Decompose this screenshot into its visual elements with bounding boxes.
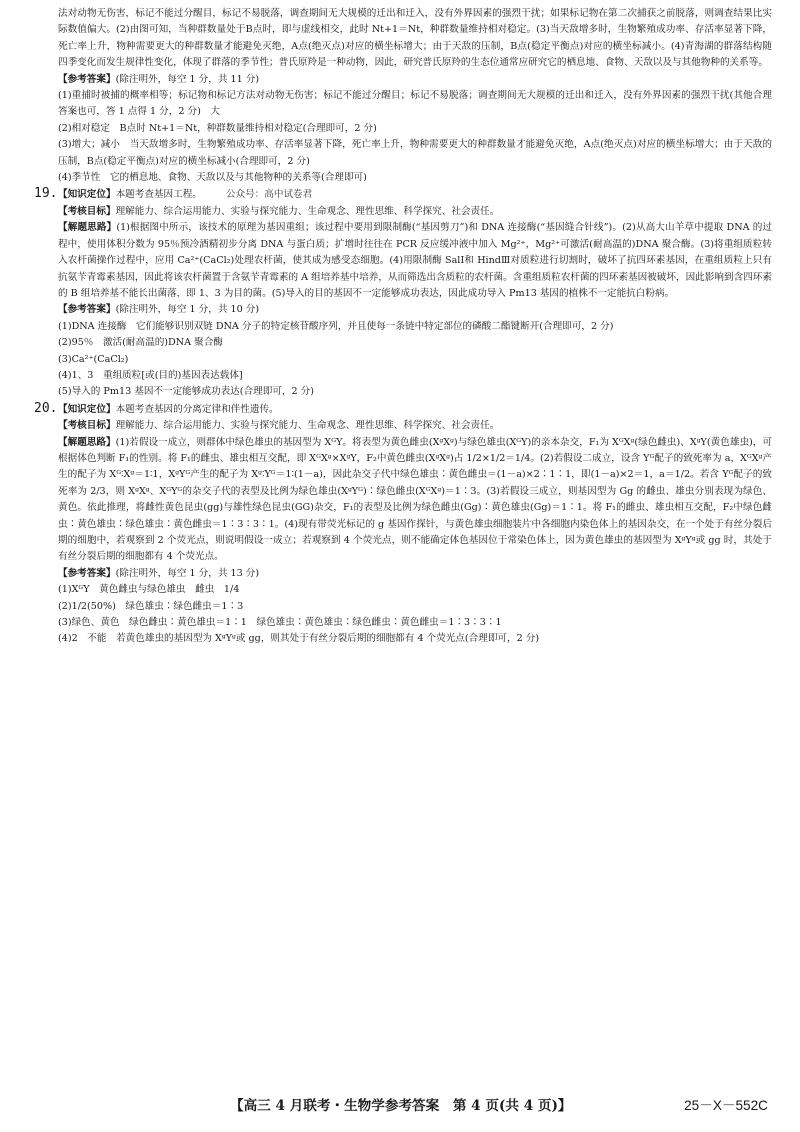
q18-answer-1: (1)重捕时被捕的概率相等；标记物和标记方法对动物无伤害；标记不能过分醒目；标记不易脱落；调查期间无大规模的迁出和迁入，没有外界因素的强烈干扰(其他合理答案也可，答 1 点得 1 分，2 分) 大: [58, 90, 772, 118]
q20-number: 20.: [34, 400, 58, 416]
q20-goal: [58, 418, 772, 434]
q18-answer-heading: [58, 72, 772, 88]
q20-solution-idea: [58, 435, 772, 566]
q19-goal-text: 理解能力、综合运用能力、实验与探究能力、生命观念、理性思维、科学探究、社会责任。: [115, 205, 500, 217]
q20-answer-heading: [58, 566, 772, 582]
q19-goal-tag: 【考核目标】: [58, 205, 116, 217]
q19-answer-5: (5)导入的 Pm13 基因不一定能够成功表达(合理即可，2 分): [58, 386, 314, 398]
q18-answer-2: (2)相对稳定 B点时 Nt+1＝Nt，种群数量维持相对稳定(合理即可，2 分): [58, 122, 377, 134]
q19-answer-2: (2)95％ 激活(耐高温的)DNA 聚合酶: [58, 337, 223, 349]
q19-answer-note: (除注明外，每空 1 分，共 10 分): [115, 304, 260, 316]
q20-answer-1: (1)XᴳY 黄色雌虫与绿色雄虫 雌虫 1/4: [58, 584, 240, 596]
q19-number: 19.: [34, 186, 58, 202]
q19-answer-tag: 【参考答案】: [58, 304, 116, 316]
q20-answer-3: (3)绿色、黄色 绿色雌虫∶黄色雄虫＝1∶1 绿色雄虫∶黄色雄虫∶绿色雌虫∶黄色雌虫＝1∶3∶3∶1: [58, 617, 502, 629]
q20-idea-text: (1)若假设一成立，则群体中绿色雄虫的基因型为 XᴳY。将表型为黄色雌虫(XᵍXᵍ)与绿色雄虫(XᴳY)的亲本杂交，F₁为 XᴳXᵍ(绿色雌虫)、XᵍY(黄色雄虫)，可根据体色判断 F₁的性别。将 F₁的雌虫、雄虫相互交配，即 XᴳXᵍ×XᵍY，F₂中黄色雌虫(XᵍXᵍ)占 1/2×1/2＝1/4。(2)若假设二成立，设含 Yᴳ配子的致死率为 a，XᴳXᵍ产生的配子为 Xᴳ∶Xᵍ＝1∶1，XᵍYᴳ产生的配子为 Xᵍ∶Yᴳ＝1∶(1－a)，因此杂交子代中绿色雄虫∶黄色雌虫＝(1－a)×2∶1∶1，即(1－a)×2＝1，a＝1/2。若含 Yᴳ配子的致死率为 2/3，则 XᵍXᵍ、XᴳYᴳ的杂交子代的表型及比例为绿色雄虫(XᵍYᴳ)∶绿色雌虫(XᴳXᵍ)＝1∶3。(3)若假设三成立，则基因型为 Gg 的雌虫、雄虫分别表现为绿色、黄色。依此推理，将雌性黄色昆虫(gg)与雄性绿色昆虫(GG)杂交，F₁的表型及比例为绿色雌虫(Gg)∶黄色雄虫(Gg)＝1∶1。将 F₁的雌虫、雄虫相互交配，F₂中绿色雌虫∶黄色雄虫∶绿色雄虫∶黄色雌虫＝1∶3∶3∶1。(4)现有带荧光标记的 g 基因作探针，与黄色雄虫细胞装片中各细胞内染色体上的基因杂交，在一个处于有丝分裂后期的细胞中，若观察到 2 个荧光点，则说明假设一成立；若观察到 4 个荧光点，则不能确定体色基因位于常染色体上，因为黄色雄虫的基因型为 XᵍYᵍ或 gg 时，其处于有丝分裂后期的细胞都有 4 个荧光点。: [58, 436, 773, 563]
q20-answer-note: (除注明外，每空 1 分，共 13 分): [115, 567, 260, 579]
footer-exam-code: 25－X－552C: [684, 1098, 768, 1113]
q18-explanation-continued: 法对动物无伤害，标记不能过分醒目，标记不易脱落，调查期间无大规模的迁出和迁入，没有外界因素的强烈干扰；如果标记物在第二次捕获之前脱落，则调查结果比实际数值偏大。(2)由图可知，当种群数量处于B点时，即与虚线相交，此时 Nt+1＝Nt，种群数量维持相对稳定。(3)当天敌增多时，生物繁殖成功率、存活率显著下降，死亡率上升，物种需要更大的种群数量才能避免灭绝，A点(绝灭点)对应的横坐标增大；由于天敌的压制，B点(稳定平衡点)对应的横坐标减小。(4)青海湖的群落结构随四季变化而发生规律性变化，体现了群落的季节性；普氏原羚是一种动物，因此，研究普氏原羚的生态位通常应研究它的栖息地、食物、天敌以及与其他物种的关系等。: [58, 8, 772, 69]
q19-idea-text: (1)根据图中所示，该技术的原理为基因重组；该过程中要用到限制酶(“基因剪刀”)和 DNA 连接酶(“基因缝合针线”)。(2)从高大山羊草中提取 DNA 的过程中，使用体积分数为 95％预冷酒精初步分离 DNA 与蛋白质；扩增时往往在 PCR 反应缓冲液中加入 Mg²⁺，Mg²⁺可激活(耐高温的)DNA 聚合酶。(3)将重组质粒转入农杆菌操作过程中，应用 Ca²⁺(CaCl₂)处理农杆菌，使其成为感受态细胞。(4)用限制酶 SalⅠ和 HindⅢ对质粒进行切割时，破坏了抗四环素基因，在重组质粒上只有抗氨苄青霉素基因，因此将该农杆菌置于含氨苄青霉素的 A 组培养基中培养，从而筛选出含质粒的农杆菌。含重组质粒农杆菌的四环素基因被破坏，因此影响到含四环素的 B 组培养基不能长出菌落，即 1、3 为目的菌。(5)导入的目的基因不一定能够成功表达，因此成功导入 Pm13 基因的植株不一定能抗白粉病。: [58, 222, 773, 299]
q18-answer-tag: 【参考答案】: [58, 73, 116, 85]
q20-goal-tag: 【考核目标】: [58, 420, 116, 432]
q20-answer-4: (4)2 不能 若黄色雄虫的基因型为 XᵍYᵍ或 gg，则其处于有丝分裂后期的细胞都有 4 个荧光点(合理即可，2 分): [58, 633, 540, 645]
q18-answer-4: (4)季节性 它的栖息地、食物、天敌以及与其他物种的关系等(合理即可): [58, 172, 367, 184]
q19-idea-tag: 【解题思路】: [58, 222, 117, 234]
q19-solution-idea: [58, 220, 772, 302]
page-footer: [0, 1094, 800, 1118]
q19-answer-heading: [58, 302, 772, 318]
q19-knowledge-position: [34, 186, 772, 203]
q19-answer-3: (3)Ca²⁺(CaCl₂): [58, 353, 129, 365]
q19-position-text: 本题考查基因工程。: [115, 189, 202, 201]
q19-answer-1: (1)DNA 连接酶 它们能够识别双链 DNA 分子的特定核苷酸序列，并且使每一条链中特定部位的磷酸二酯键断开(合理即可，2 分): [58, 320, 614, 332]
q20-position-text: 本题考查基因的分离定律和伴性遗传。: [115, 403, 279, 415]
q19-answer-4: (4)1、3 重组质粒[或(目的)基因表达载体]: [58, 369, 243, 381]
q18-answer-note: (除注明外，每空 1 分，共 11 分): [115, 73, 260, 85]
q20-answer-2: (2)1/2(50%) 绿色雄虫∶绿色雌虫＝1∶3: [58, 600, 244, 612]
q20-goal-text: 理解能力、综合运用能力、实验与探究能力、生命观念、理性思维、科学探究、社会责任。: [115, 420, 500, 432]
q20-idea-tag: 【解题思路】: [58, 436, 116, 448]
q19-goal: [58, 204, 772, 220]
footer-title: 【高三 4 月联考・生物学参考答案 第 4 页(共 4 页)】: [230, 1098, 572, 1114]
q20-position-tag: 【知识定位】: [58, 403, 116, 415]
watermark-stamp: 公众号：高中试卷君: [225, 189, 313, 201]
q20-knowledge-position: [34, 400, 772, 418]
q20-answer-tag: 【参考答案】: [58, 567, 116, 579]
q19-position-tag: 【知识定位】: [58, 189, 116, 201]
q18-answer-3: (3)增大；减小 当天敌增多时，生物繁殖成功率、存活率显著下降，死亡率上升，物种需要更大的种群数量才能避免灭绝，A点(绝灭点)对应的横坐标增大；由于天敌的压制，B点(稳定平衡点)对应的横坐标减小(合理即可，2 分): [58, 139, 772, 167]
